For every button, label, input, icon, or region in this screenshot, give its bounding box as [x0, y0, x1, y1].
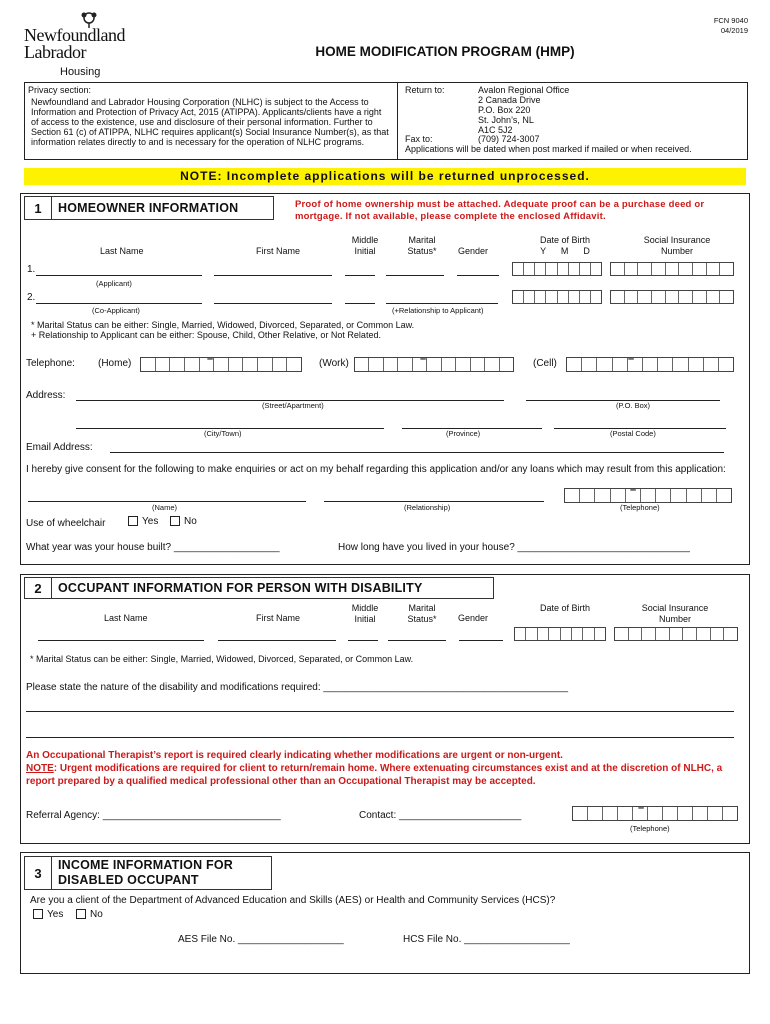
section-number: 3	[25, 857, 52, 889]
ot-note-label: NOTE	[26, 763, 54, 774]
client-no[interactable]	[76, 909, 103, 920]
name-caption: (Name)	[152, 503, 178, 512]
phone-caption: (Telephone)	[620, 503, 660, 512]
return-line: P.O. Box 220	[478, 105, 531, 115]
aes-hcs-question: Are you a client of the Department of Advanced Education and Skills (AES) or Health and Community Services (HCS)?	[30, 895, 556, 906]
ot-line-2: : Urgent modifications are required for client to return/remain home. Where extenuating circumstances exist and at the discretion of NLHC, a report prepared by a qualified medical professional other than an Occupational Therapist may be accepted.	[26, 763, 723, 787]
applicant-sin-cells[interactable]	[610, 262, 734, 276]
agent-name-field[interactable]	[28, 501, 306, 502]
checkbox[interactable]	[76, 909, 86, 919]
yes-label: Yes	[142, 516, 159, 527]
agent-phone-cells[interactable]	[564, 488, 732, 503]
referral-agency-field[interactable]: Referral Agency: ________________________________	[26, 810, 281, 821]
section-number: 2	[25, 578, 52, 598]
fax-number: (709) 724-3007	[478, 134, 540, 144]
occupant-marital-field[interactable]	[388, 640, 446, 641]
disability-line-2[interactable]	[26, 711, 734, 712]
coapplicant-middle-field[interactable]	[345, 303, 375, 304]
wheelchair-no[interactable]	[170, 516, 197, 527]
consent-text: I hereby give consent for the following to make enquiries or act on my behalf regarding this application and/or any loans which may result from this application:	[26, 464, 726, 475]
row-number: 2.	[27, 292, 36, 303]
relationship-caption: (+Relationship to Applicant)	[392, 306, 484, 315]
return-line: A1C 5J2	[478, 125, 513, 135]
marital-note: * Marital Status can be either: Single, Married, Widowed, Divorced, Separated, or Common Law.	[31, 320, 415, 330]
coapplicant-last-name-field[interactable]	[36, 303, 202, 304]
yes-label: Yes	[47, 909, 64, 920]
coapplicant-sin-cells[interactable]	[610, 290, 734, 304]
form-date: 04/2019	[720, 26, 748, 35]
col-sin: Social Insurance Number	[641, 603, 709, 624]
dated-note: Applications will be dated when post marked if mailed or when received.	[405, 144, 692, 154]
col-date-of-birth: Date of Birth	[539, 235, 591, 245]
incomplete-notice: NOTE: Incomplete applications will be returned unprocessed.	[24, 168, 746, 185]
checkbox[interactable]	[170, 516, 180, 526]
return-line: St. John’s, NL	[478, 115, 534, 125]
applicant-caption: (Applicant)	[96, 279, 132, 288]
fax-label: Fax to:	[405, 134, 433, 144]
home-phone-cells[interactable]	[140, 357, 302, 372]
privacy-text: Newfoundland and Labrador Housing Corporation (NLHC) is subject to the Access to Information and Protection of Privacy Act, 2015 (ATIPPA). Applicants/clients have a right of access to the existence, use and disclosure of their personal information. Further to Section 61 (c) of ATIPPA, NLHC requires applicant(s) Social Insurance Number(s), as that information relates directly to and is necessary for the operation of NLHC programs.	[31, 97, 389, 147]
hcs-file-field[interactable]: HCS File No. ___________________	[403, 934, 570, 945]
section-title: OCCUPANT INFORMATION FOR PERSON WITH DISABILITY	[58, 581, 423, 595]
wheelchair-label: Use of wheelchair	[26, 518, 106, 529]
year-built-field[interactable]: What year was your house built? ___________________	[26, 542, 280, 553]
row-number: 1.	[27, 264, 36, 275]
occupant-dob-cells[interactable]	[514, 627, 606, 641]
section-title	[52, 857, 239, 889]
coapplicant-caption: (Co-Applicant)	[92, 306, 140, 315]
col-marital-status: Marital Status*	[407, 603, 437, 624]
col-marital-status: Marital Status*	[407, 235, 437, 256]
col-last-name: Last Name	[100, 246, 144, 256]
col-middle-initial: Middle Initial	[351, 603, 379, 624]
relation-note: + Relationship to Applicant can be either: Spouse, Child, Other Relative, or Not Related.	[31, 330, 381, 340]
col-first-name: First Name	[256, 613, 301, 623]
client-yes[interactable]	[33, 909, 63, 920]
province-caption: (Province)	[446, 429, 481, 438]
proof-notice: Proof of home ownership must be attached. Adequate proof can be a purchase deed or mortgage. If not available, please complete the enclosed Affidavit.	[295, 199, 705, 222]
privacy-heading: Privacy section:	[28, 85, 92, 95]
checkbox[interactable]	[33, 909, 43, 919]
section-1-header	[24, 196, 274, 220]
occupant-middle-field[interactable]	[348, 640, 378, 641]
postal-caption: (Postal Code)	[610, 429, 656, 438]
referral-phone-cells[interactable]	[572, 806, 738, 821]
occupant-first-name-field[interactable]	[218, 640, 336, 641]
return-address	[478, 85, 569, 135]
cell-phone-cells[interactable]	[566, 357, 734, 372]
section-2-header	[24, 577, 494, 599]
coapplicant-dob-cells[interactable]	[512, 290, 602, 304]
agent-relationship-field[interactable]	[324, 501, 544, 502]
return-line: Avalon Regional Office	[478, 85, 570, 95]
col-gender: Gender	[458, 613, 489, 623]
email-label: Email Address:	[26, 442, 93, 453]
applicant-marital-field[interactable]	[386, 275, 444, 276]
section-title: HOMEOWNER INFORMATION	[58, 201, 239, 215]
col-gender: Gender	[458, 246, 489, 256]
work-label: (Work)	[319, 358, 349, 369]
address-label: Address:	[26, 390, 66, 401]
occupant-sin-cells[interactable]	[614, 627, 738, 641]
city-caption: (City/Town)	[204, 429, 242, 438]
applicant-gender-field[interactable]	[457, 275, 499, 276]
wheelchair-yes[interactable]	[128, 516, 158, 527]
col-ymd: Y M D	[540, 246, 590, 256]
applicant-middle-field[interactable]	[345, 275, 375, 276]
section-title-line-2: DISABLED OCCUPANT	[58, 873, 199, 887]
form-code-block	[714, 16, 748, 36]
pobox-caption: (P.O. Box)	[616, 401, 651, 410]
no-label: No	[90, 909, 103, 920]
col-date-of-birth: Date of Birth	[539, 603, 591, 613]
coapplicant-relationship-field[interactable]	[386, 303, 498, 304]
cell-label: (Cell)	[533, 358, 557, 369]
form-code: FCN 9040	[713, 16, 748, 25]
logo-sub: Housing	[60, 66, 101, 78]
col-sin: Social Insurance Number	[643, 235, 711, 256]
email-field[interactable]	[110, 452, 724, 453]
disability-nature-field[interactable]: Please state the nature of the disability and modifications required: ____________________________________________	[26, 682, 569, 693]
col-first-name: First Name	[256, 246, 301, 256]
applicant-dob-cells[interactable]	[512, 262, 602, 276]
section-number: 1	[25, 197, 52, 219]
col-last-name: Last Name	[104, 613, 148, 623]
ot-line-1: An Occupational Therapist’s report is required clearly indicating whether modifications are urgent or non-urgent.	[26, 750, 563, 761]
return-line: 2 Canada Drive	[478, 95, 541, 105]
how-long-field[interactable]: How long have you lived in your house? _______________________________	[338, 542, 690, 553]
applicant-last-name-field[interactable]	[36, 275, 202, 276]
phone-caption: (Telephone)	[630, 824, 670, 833]
telephone-label: Telephone:	[26, 358, 75, 369]
aes-file-field[interactable]: AES File No. ___________________	[178, 934, 344, 945]
marital-note-2: * Marital Status can be either: Single, Married, Widowed, Divorced, Separated, or Common Law.	[30, 654, 414, 664]
privacy-divider	[397, 82, 398, 160]
page-title: HOME MODIFICATION PROGRAM (HMP)	[315, 44, 575, 59]
occupant-gender-field[interactable]	[459, 640, 503, 641]
work-phone-cells[interactable]	[354, 357, 514, 372]
logo-line-2: Labrador	[24, 42, 86, 62]
checkbox[interactable]	[128, 516, 138, 526]
logo-line-1: Newfoundland	[24, 25, 125, 45]
street-caption: (Street/Apartment)	[262, 401, 324, 410]
coapplicant-first-name-field[interactable]	[214, 303, 332, 304]
return-to-label: Return to:	[405, 85, 445, 95]
ot-report-notice	[26, 749, 744, 788]
no-label: No	[184, 516, 197, 527]
home-label: (Home)	[98, 358, 132, 369]
contact-field[interactable]: Contact: ______________________	[359, 810, 522, 821]
occupant-last-name-field[interactable]	[38, 640, 204, 641]
section-title-line-1: INCOME INFORMATION FOR	[58, 858, 233, 872]
section-3-header	[24, 856, 272, 890]
relationship-caption-2: (Relationship)	[404, 503, 451, 512]
disability-line-3[interactable]	[26, 737, 734, 738]
col-middle-initial: Middle Initial	[351, 235, 379, 256]
applicant-first-name-field[interactable]	[214, 275, 332, 276]
